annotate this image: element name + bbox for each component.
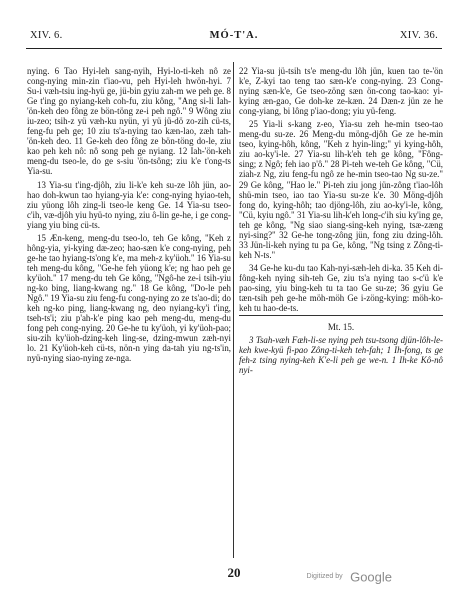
header-right-reference: XIV. 36. [399, 30, 438, 41]
left-column [27, 66, 231, 363]
left-paragraph-3: 15 Æn-keng, meng-du tseo-lo, teh Ge kông, "Keh z hông-yia, yi-kying dæ-zeo; hao-sæn k'e cong-nying, peh ge-he tao hyiang-ts'ong k'e, ma meh-z ky'üoh." 16 Yia-su teh meng-du kông, "Ge-he feh yüong k'e; ng hao peh ge ky'üoh." 17 meng-du teh Ge kông, "Ngô-he ze-i tsih-yiu ng-ko bing, liang-kwang ng." 18 Ge kông, "Do-le peh Ngô." 19 Yia-su ziu feng-fu cong-nying zo ze ts'ao-di; do keh ng-ko ping, liang-kwang ng, deo nyiang-ky'i t'ing, tseh-ts'i; ziu p'ah-k'e ping kao peh meng-du, meng-du fong peh cong-nying. 20 Ge-he tu ky'üoh, yi ky'üoh-pao; siu-zih ky'üoh-dzing-keh ling-se, dzing-mwun zæh-nyi lo. 21 Ky'üoh-keh cü-ts, nön-n ying da-tah yiu ng-ts'in, nyü-nying siao-nying ze-nga. [27, 232, 231, 364]
header-left-reference: XIV. 6. [30, 30, 63, 41]
column-divider [233, 62, 234, 558]
left-paragraph-2: 13 Yia-su t'ing-djôh, ziu li-k'e keh su-ze lôh jün, ao-hao doh-kwun tao hyiang-yia k'e: cong-nying hyiao-teh, ziu yüong lôh zing-li tseo-le keng Ge. 14 Yia-su tseo-c'ih, væ-djôh yiu hyü-to nying, ziu ô-lin ge-he, i ge cong-yiang yiu bing cü-ts. [27, 179, 231, 230]
right-column [239, 66, 443, 375]
chapter-rule [239, 315, 443, 316]
page-number: 20 [227, 565, 241, 580]
chapter-summary: 3 Tsah-væh Fæh-li-se nying peh tsu-tsong djün-lôh-le-keh kwe-kyü fi-pao Zông-ti-keh teh-fah; 1 Ih-fong, ts ge feh-z tsing nying-keh K'e-li peh ge we-n. 1 Ih-ke Kô-nô nyi- [239, 335, 443, 376]
chapter-heading: Mt. 15. [327, 322, 355, 333]
right-paragraph-1: 22 Yia-su jü-tsih ts'e meng-du lôh jün, kuen tao te-'ön k'e, Z-kyi tao teng tao sæn-k'e cong-nying. 23 Cong-nying sæn-k'e, Ge tseo-zöng sæn ön-cong tao-kao: yi-kying æn-gao, Ge doh-ke ze-kæn. 24 Dæn-z jün ze he cong-yiang, bi lông p'iao-dong; yiu yü-feng. [239, 66, 443, 117]
watermark-prefix: Digitized by [306, 573, 343, 581]
right-paragraph-2: 25 Yia-li s-kang z-eo, Yia-su zeh he-min tseo-tao meng-du su-ze. 26 Meng-du möng-djôh Ge ze he-min tseo, kying-hôh, kông, "Keh z hyin-ling;" yi kying-hôh, ziu ao-ky'i-le. 27 Yia-su lih-k'eh teh ge kông, "Fông-sing; z Ngô; feh iao p'ô." 28 Pi-teh we-teh Ge kông, "Cü, ziah-z Ng, ziu feng-fu ngô ze he-min tseo-tao Ng su-ze." 29 Ge kông, "Hao le." Pi-teh ziu jong jün-zông t'iao-lôh shü-min tseo, iao tao Yia-su su-ze k'e. 30 Möng-djôh fong do, kying-hôh; tao djöng-lôh, ziu ao-ky'i-le, kông, "Cü, kyiu ngô." 31 Yia-su lih-k'eh long-c'ih siu ky'ing ge, teh ge kông, "Ng siao siang-sing-keh nying, tsæ-zæng nyi-sing?" 32 Ge-he tong-zông jün, fong ziu dzing-lôh. 33 Jün-li-keh nying tu pa Ge, kông, "Ng tsing z Zông-ti-keh N-ts." [239, 119, 443, 260]
header-rule [26, 48, 442, 49]
header-book-title: MÓ-T'A. [209, 30, 259, 41]
left-paragraph-1: nying. 6 Tao Hyi-leh sang-nyih, Hyi-lo-ti-keh nô ze cong-nying min-zin t'iao-vu, peh Hyi-leh hwön-hyi. 7 Su-i væh-tsiu ing-hyü ge, jü-bin gyiu zah-m we peh ge. 8 Ge t'ing go nyiang-keh coh-fu, ziu kông, "Ang si-li Iah-'ön-keh deo fông ze bön-töng ze-i peh ngô." 9 Wông ziu iu-zeo; tsih-z yü væh-ku nyün, yi yü jü-dö zo-zih cü-ts, feng-fu peh ge; 10 ziu ts'a-nying tao kæn-lao, zæh tah-'ön-keh deo. 11 Ge-keh deo fông ze bön-töng do-le, ziu kao peh keh nô: nô song peh ge nyiang. 12 Iah-'ön-keh meng-du tseo-le, do ge s-siu 'ön-tsông; ziu k'e t'ong-ts Yia-su. [27, 66, 231, 177]
running-header [30, 30, 438, 46]
right-paragraph-3: 34 Ge-he ku-du tao Kah-nyi-sæh-leh di-ka. 35 Keh di-fông-keh nying sih-teh Ge, ziu ts'a nying tao s-c'ü k'e pao-sing, yiu bing-keh tu ta tao Ge su-ze; 36 gyiu Ge tæn-tsih peh ge-he möh-möh Ge i-zöng-kying: möh-ko-keh tu hao-de-ts. [239, 262, 443, 314]
watermark-logo: Google [350, 569, 392, 585]
digitizer-watermark [306, 568, 392, 586]
